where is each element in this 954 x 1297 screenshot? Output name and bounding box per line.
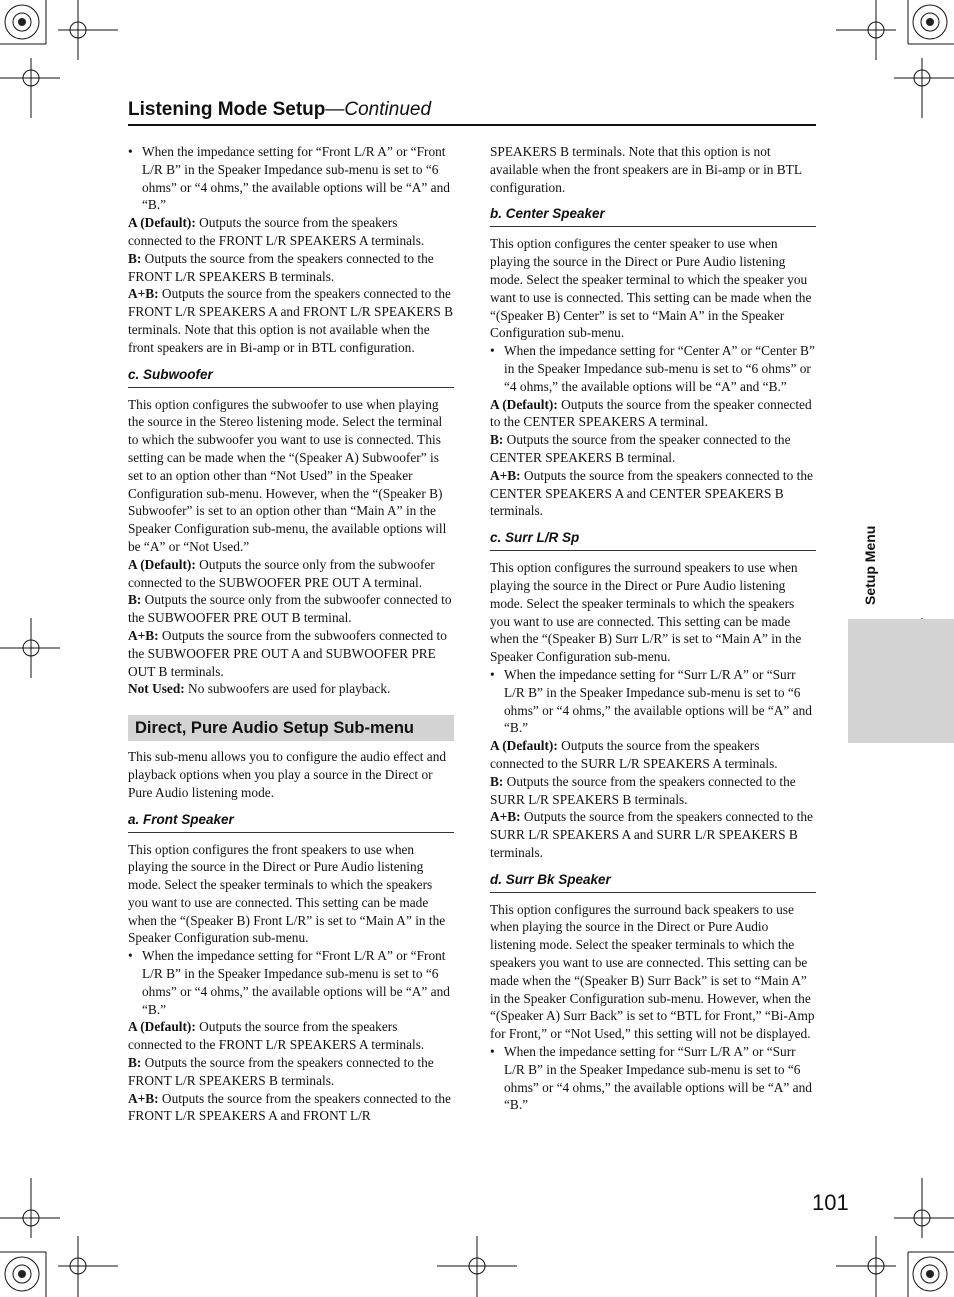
option-not-used [128, 680, 454, 698]
option-text: Outputs the source from the speakers connected to the SURR L/R SPEAKERS A and SURR L/R SPEAKERS B terminals. [490, 809, 813, 860]
option-text: Outputs the source from the speakers connected to the SURR L/R SPEAKERS B terminals. [490, 773, 796, 807]
option-key: A (Default): [490, 738, 558, 754]
option-a-plus-b [128, 627, 454, 680]
subheading-surr-bk-speaker: d. Surr Bk Speaker [490, 871, 816, 893]
paragraph: This option configures the center speaker to use when playing the source in the Direct or Pure Audio listening mode. Select the speaker terminal to which the speaker you want to use is connected. This setting can be made when the “(Speaker B) Center” is set to “Main A” in the Speaker Configuration sub-menu. [490, 236, 812, 341]
left-column [128, 143, 454, 1125]
option-text: Outputs the source from the speaker connected to the CENTER SPEAKERS B terminal. [490, 432, 791, 465]
option-key: A+B: [128, 286, 159, 302]
option-key: A+B: [128, 1090, 159, 1106]
option-text: Outputs the source from the speaker connected to the CENTER SPEAKERS A terminal. [490, 396, 812, 430]
option-a-plus-b [490, 808, 816, 861]
subheading-center-speaker: b. Center Speaker [490, 205, 816, 227]
option-text: Outputs the source from the speakers connected to the FRONT L/R SPEAKERS B terminals. [128, 250, 434, 284]
option-key: B: [128, 592, 142, 608]
bullet-note: • When the impedance setting for “Surr L/R A” or “Surr L/R B” in the Speaker Impedance sub-menu is set to “6 ohms” or “4 ohms,” the available options will be “A” and “B.” [490, 1043, 816, 1114]
option-a [490, 737, 816, 773]
paragraph: This option configures the front speakers to use when playing the source in the Direct or Pure Audio listening mode. Select the speaker terminals to which the speakers you want to use are connected. This setting can be made when the “(Speaker B) Front L/R” is set to “Main A” in the Speaker Configuration sub-menu. [128, 841, 446, 946]
option-b [128, 250, 454, 286]
option-b [128, 1054, 454, 1090]
option-key: B: [490, 432, 504, 448]
side-tab [848, 619, 954, 743]
subheading-surr-lr-sp: c. Surr L/R Sp [490, 529, 816, 551]
option-a [490, 396, 816, 432]
option-key: A (Default): [128, 215, 196, 231]
right-column [490, 143, 816, 1114]
paragraph: This sub-menu allows you to configure the audio effect and playback options when you play a source in the Direct or Pure Audio listening mode. [128, 749, 447, 800]
page-title-main: Listening Mode Setup [128, 99, 326, 120]
side-tab-label: Setup Menu [862, 525, 878, 605]
subheading-front-speaker: a. Front Speaker [128, 811, 454, 833]
page-number: 101 [812, 1190, 849, 1215]
option-text: Outputs the source from the subwoofers connected to the SUBWOOFER PRE OUT A and SUBWOOFER PRE OUT B terminals. [128, 627, 447, 679]
option-a [128, 214, 454, 250]
option-a-plus-b [128, 1090, 454, 1126]
option-text: Outputs the source only from the subwoofer connected to the SUBWOOFER PRE OUT A terminal. [128, 556, 435, 590]
option-a-plus-b [490, 467, 816, 520]
section-heading: Direct, Pure Audio Setup Sub-menu [128, 715, 454, 741]
option-text: Outputs the source from the speakers connected to the FRONT L/R SPEAKERS A terminals. [128, 215, 425, 248]
option-b [490, 431, 816, 467]
bullet-note: • When the impedance setting for “Front L/R A” or “Front L/R B” in the Speaker Impedance sub-menu is set to “6 ohms” or “4 ohms,” the available options will be “A” and “B.” [128, 143, 454, 214]
option-text: Outputs the source from the speakers connected to the SURR L/R SPEAKERS A terminals. [490, 738, 778, 771]
option-a [128, 1018, 454, 1054]
option-text: No subwoofers are used for playback. [184, 681, 391, 697]
option-key: A+B: [490, 809, 521, 825]
option-text: Outputs the source from the speakers connected to the FRONT L/R SPEAKERS A terminals. [128, 1019, 425, 1053]
option-text: Outputs the source only from the subwoofer connected to the SUBWOOFER PRE OUT B terminal. [128, 592, 452, 626]
page-title-continued: —Continued [325, 99, 432, 120]
option-key: A+B: [490, 467, 521, 483]
option-key: A+B: [128, 627, 159, 643]
option-key: B: [128, 1055, 142, 1071]
option-text: Outputs the source from the speakers connected to the FRONT L/R SPEAKERS A and FRONT L/R SPEAKERS B terminals. Note that this option is not available when the front speakers are in Bi-amp or in BTL configuration. [128, 286, 454, 355]
page-title [128, 98, 816, 126]
subheading-subwoofer: c. Subwoofer [128, 366, 454, 388]
paragraph: This option configures the surround back speakers to use when playing the source in the Direct or Pure Audio listening mode. Select the speaker terminals to which the speakers you want to use are connected. This setting can be made when the “(Speaker B) Surr Back” is set to “Main A” in the Speaker Configuration sub-menu. However, when the “(Speaker A) Surr Back” is set to “BTL for Front,” “Bi-Amp for Front,” or “Not Used,” this setting will not be displayed. [490, 901, 815, 1042]
bullet-note: • When the impedance setting for “Center A” or “Center B” in the Speaker Impedance sub-menu is set to “6 ohms” or “4 ohms,” the available options will be “A” and “B.” [490, 342, 816, 395]
option-a [128, 556, 454, 592]
option-key: B: [128, 250, 142, 266]
paragraph: This option configures the surround speakers to use when playing the source in the Direct or Pure Audio listening mode. Select the speaker terminals to which the speakers you want to use are connected. This setting can be made when the “(Speaker B) Surr L/R” is set to “Main A” in the Speaker Configuration sub-menu. [490, 560, 802, 665]
bullet-note: • When the impedance setting for “Front L/R A” or “Front L/R B” in the Speaker Impedance sub-menu is set to “6 ohms” or “4 ohms,” the available options will be “A” and “B.” [128, 947, 454, 1018]
option-a-plus-b [128, 285, 454, 356]
option-text: Outputs the source from the speakers connected to the FRONT L/R SPEAKERS A and FRONT L/R [128, 1090, 451, 1124]
option-key: A (Default): [128, 1019, 196, 1035]
bullet-note: • When the impedance setting for “Surr L/R A” or “Surr L/R B” in the Speaker Impedance sub-menu is set to “6 ohms” or “4 ohms,” the available options will be “A” and “B.” [490, 666, 816, 737]
option-key: A (Default): [128, 556, 196, 572]
paragraph: This option configures the subwoofer to use when playing the source in the Stereo listening mode. Select the terminal to which the subwoofer you want to use is connected. This setting can be made when the “(Speaker A) Subwoofer” is set to an option other than “Not Used” in the Speaker Configuration sub-menu. However, when the “(Speaker B) Subwoofer” is set to an option other than “Main A” in the Speaker Configuration sub-menu, the available options will be “A” or “Not Used.” [128, 396, 447, 554]
option-text: Outputs the source from the speakers connected to the FRONT L/R SPEAKERS B terminals. [128, 1055, 434, 1088]
option-key: B: [490, 773, 504, 789]
option-text: Outputs the source from the speakers connected to the CENTER SPEAKERS A and CENTER SPEAKERS B terminals. [490, 467, 813, 519]
paragraph: SPEAKERS B terminals. Note that this option is not available when the front speakers are in Bi-amp or in BTL configuration. [490, 144, 802, 195]
option-key: Not Used: [128, 681, 185, 697]
option-b [490, 773, 816, 809]
option-key: A (Default): [490, 396, 558, 412]
option-b [128, 591, 454, 627]
